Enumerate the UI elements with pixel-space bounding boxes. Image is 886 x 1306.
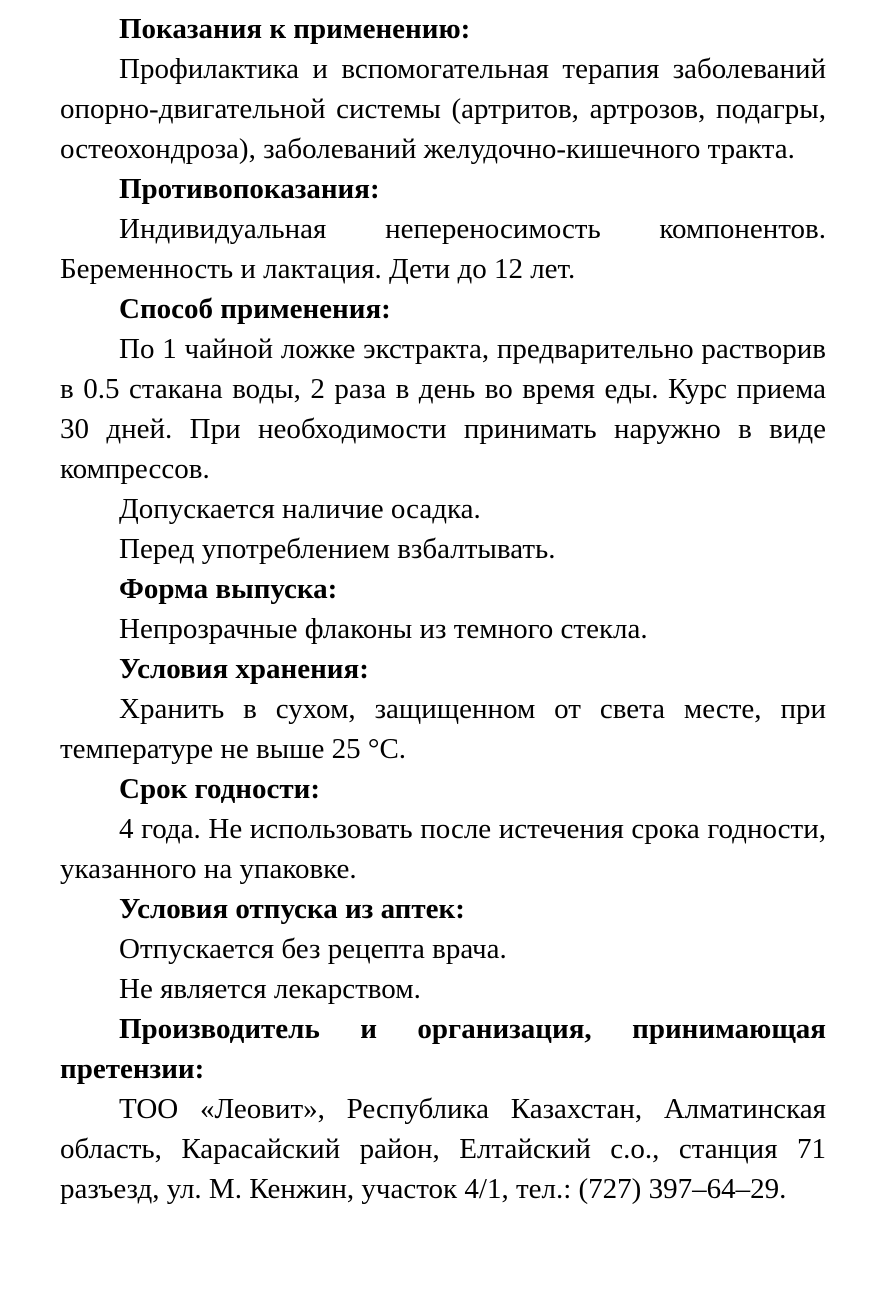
section-paragraph: ТОО «Леовит», Республика Казахстан, Алматинская область, Карасайский район, Елтайский с.о., станция 71 разъезд, ул. М. Кенжин, участок 4/1, тел.: (727) 397–64–29. (60, 1093, 826, 1205)
document-body (60, 9, 826, 1209)
section-paragraph: Не является лекарством. (119, 973, 421, 1005)
section-contraindications (60, 169, 826, 289)
section-indications (60, 9, 826, 169)
section-manufacturer (60, 1009, 826, 1209)
section-paragraph: Профилактика и вспомогательная терапия заболеваний опорно-двигательной системы (артритов, артрозов, подагры, остеохондроза), заболеваний желудочно-кишечного тракта. (60, 53, 826, 165)
section-heading: Производитель и организация, принимающая претензии: (60, 1013, 826, 1085)
section-paragraph: Допускается наличие осадка. (119, 493, 481, 525)
section-heading: Показания к применению: (119, 13, 471, 45)
section-storage (60, 649, 826, 769)
section-heading: Форма выпуска: (119, 573, 338, 605)
section-paragraph: Перед употреблением взбалтывать. (119, 533, 556, 565)
section-heading: Способ применения: (119, 293, 391, 325)
section-dispensing (60, 889, 826, 1009)
section-heading: Условия хранения: (119, 653, 369, 685)
section-release-form (60, 569, 826, 649)
section-heading: Противопоказания: (119, 173, 380, 205)
section-paragraph: Хранить в сухом, защищенном от света месте, при температуре не выше 25 °С. (60, 693, 826, 765)
section-paragraph: Индивидуальная непереносимость компонентов. Беременность и лактация. Дети до 12 лет. (60, 213, 826, 285)
section-usage (60, 289, 826, 569)
section-paragraph: Непрозрачные флаконы из темного стекла. (119, 613, 648, 645)
section-heading: Срок годности: (119, 773, 321, 805)
section-paragraph: Отпускается без рецепта врача. (119, 933, 507, 965)
section-paragraph: По 1 чайной ложке экстракта, предварительно растворив в 0.5 стакана воды, 2 раза в день во время еды. Курс приема 30 дней. При необходимости принимать наружно в виде компрессов. (60, 333, 826, 485)
section-heading: Условия отпуска из аптек: (119, 893, 465, 925)
section-shelf-life (60, 769, 826, 889)
section-paragraph: 4 года. Не использовать после истечения срока годности, указанного на упаковке. (60, 813, 826, 885)
